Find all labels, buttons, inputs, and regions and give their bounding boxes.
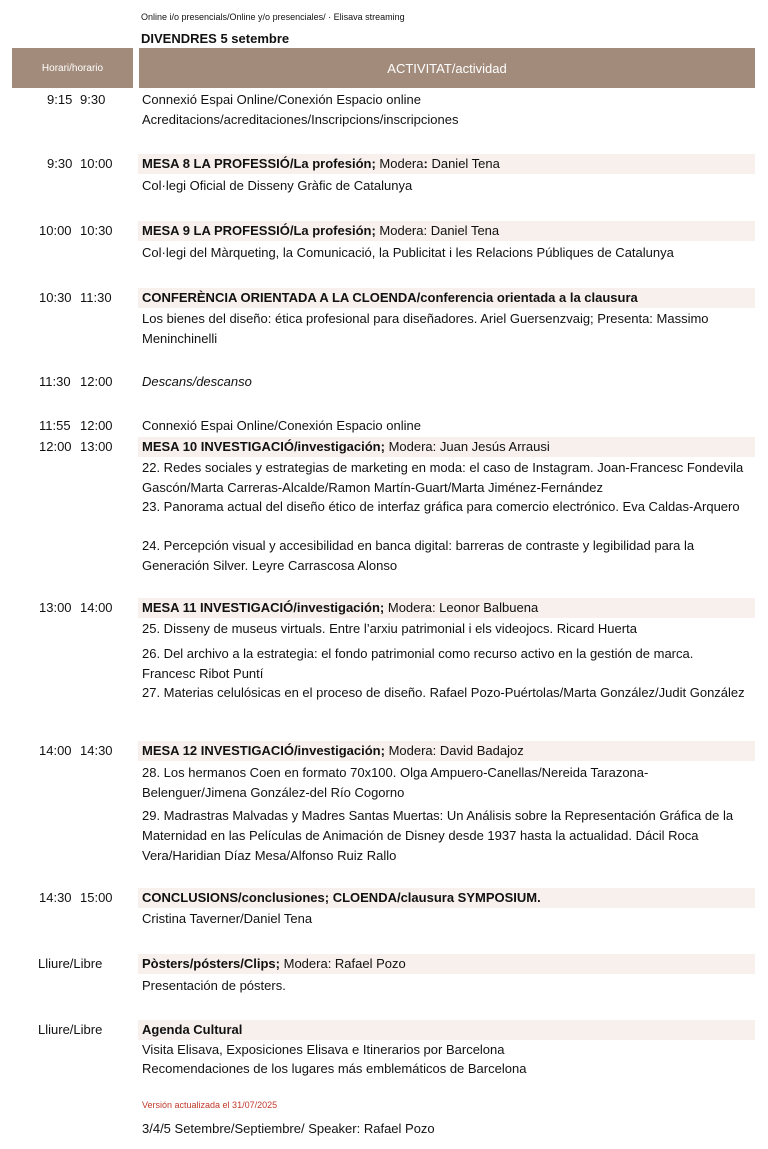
session-name: Agenda Cultural bbox=[142, 1022, 243, 1037]
row-time: Lliure/Libre bbox=[38, 956, 103, 971]
row-start-time: 14:30 bbox=[39, 890, 72, 905]
row-end-time: 12:00 bbox=[80, 418, 113, 433]
moderator: Modera: Leonor Balbuena bbox=[384, 600, 539, 615]
session-title bbox=[142, 221, 499, 241]
row-start-time: 13:00 bbox=[39, 600, 72, 615]
paper-item: 28. Los hermanos Coen en formato 70x100. Olga Ampuero-Canellas/Nereida Tarazona-Belenguer/Jimena González-del Río Cogorno bbox=[142, 765, 649, 800]
row-text: Connexió Espai Online/Conexión Espacio online bbox=[142, 418, 421, 433]
row-time: Lliure/Libre bbox=[38, 1022, 103, 1037]
row-text: Col·legi Oficial de Disseny Gràfic de Catalunya bbox=[142, 178, 413, 193]
row-end-time: 12:00 bbox=[80, 374, 113, 389]
row-end-time: 10:30 bbox=[80, 223, 113, 238]
session-name: MESA 11 INVESTIGACIÓ/investigación; bbox=[142, 600, 385, 615]
paper-item: 24. Percepción visual y accesibilidad en banca digital: barreras de contraste y legibilidad para la Generación Silver. Leyre Carrascosa Alonso bbox=[142, 538, 695, 573]
speaker-line: 3/4/5 Setembre/Septiembre/ Speaker: Rafael Pozo bbox=[142, 1121, 435, 1136]
row-start-time: 10:30 bbox=[39, 290, 72, 305]
moderator: Modera: Daniel Tena bbox=[375, 223, 500, 238]
session-name: Pòsters/pósters/Clips; bbox=[142, 956, 280, 971]
session-name: CONFERÈNCIA ORIENTADA A LA CLOENDA/conferencia orientada a la clausura bbox=[142, 290, 638, 305]
paper-item: 29. Madrastras Malvadas y Madres Santas Muertas: Un Análisis sobre la Representación Gráfica de la Maternidad en las Películas de Animación de Disney desde 1937 hasta la actualidad. Dácil Roca Vera/Haridian Díaz Mesa/Alfonso Ruiz Rallo bbox=[142, 808, 734, 863]
row-start-time: 9:15 bbox=[47, 92, 73, 107]
session-title bbox=[142, 437, 550, 457]
session-title bbox=[142, 598, 538, 618]
column-header-time: Horari/horario bbox=[12, 48, 133, 88]
row-end-time: 10:00 bbox=[80, 156, 113, 171]
column-header-activity: ACTIVITAT/actividad bbox=[139, 48, 755, 88]
subtitle: Online i/o presencials/Online y/o presenciales/ · Elisava streaming bbox=[141, 12, 405, 22]
session-title bbox=[142, 1020, 242, 1040]
row-start-time: 12:00 bbox=[39, 439, 72, 454]
day-title: DIVENDRES 5 setembre bbox=[141, 31, 290, 46]
row-text: Visita Elisava, Exposiciones Elisava e Itinerarios por Barcelona bbox=[142, 1042, 505, 1057]
moderator: Modera: Rafael Pozo bbox=[280, 956, 406, 971]
paper-item: 22. Redes sociales y estrategias de marketing en moda: el caso de Instagram. Joan-Francesc Fondevila Gascón/Marta Carreras-Alcalde/Ramon Martín-Guart/Marta Jiménez-Fernández bbox=[142, 460, 744, 495]
row-text: Cristina Taverner/Daniel Tena bbox=[142, 911, 313, 926]
session-name: MESA 12 INVESTIGACIÓ/investigación; bbox=[142, 743, 385, 758]
row-start-time: 11:30 bbox=[39, 374, 71, 389]
row-start-time: 9:30 bbox=[47, 156, 73, 171]
row-end-time: 13:00 bbox=[80, 439, 113, 454]
paper-item: 23. Panorama actual del diseño ético de interfaz gráfica para comercio electrónico. Eva Caldas-Arquero bbox=[142, 499, 740, 514]
row-start-time: 11:55 bbox=[39, 418, 71, 433]
moderator-name: Daniel Tena bbox=[427, 156, 500, 171]
session-title bbox=[142, 288, 638, 308]
paper-item: 27. Materias celulósicas en el proceso de diseño. Rafael Pozo-Puértolas/Marta González/Judit González bbox=[142, 685, 745, 700]
row-end-time: 14:30 bbox=[80, 743, 113, 758]
row-end-time: 14:00 bbox=[80, 600, 113, 615]
session-name: CONCLUSIONS/conclusiones; CLOENDA/clausura SYMPOSIUM. bbox=[142, 890, 541, 905]
row-start-time: 14:00 bbox=[39, 743, 72, 758]
row-end-time: 11:30 bbox=[80, 290, 112, 305]
break-label: Descans/descanso bbox=[142, 374, 252, 389]
moderator: Modera: David Badajoz bbox=[384, 743, 524, 758]
row-text: Acreditacions/acreditaciones/Inscripcions/inscripciones bbox=[142, 112, 459, 127]
session-name: MESA 9 LA PROFESSIÓ/La profesión; bbox=[142, 223, 376, 238]
row-end-time: 15:00 bbox=[80, 890, 113, 905]
moderator-label: Modera bbox=[375, 156, 424, 171]
moderator-colon: : bbox=[423, 156, 428, 171]
row-end-time: 9:30 bbox=[80, 92, 106, 107]
row-text: Recomendaciones de los lugares más emblemáticos de Barcelona bbox=[142, 1061, 527, 1076]
row-text: Col·legi del Màrqueting, la Comunicació, la Publicitat i les Relacions Públiques de Catalunya bbox=[142, 245, 674, 260]
paper-item: 26. Del archivo a la estrategia: el fondo patrimonial como recurso activo en la gestión de marca. Francesc Ribot Puntí bbox=[142, 646, 694, 681]
session-name: MESA 10 INVESTIGACIÓ/investigación; bbox=[142, 439, 385, 454]
session-title bbox=[142, 154, 500, 174]
row-text bbox=[142, 372, 750, 392]
session-name: MESA 8 LA PROFESSIÓ/La profesión; bbox=[142, 156, 376, 171]
session-title bbox=[142, 888, 541, 908]
row-text: Presentación de pósters. bbox=[142, 978, 286, 993]
moderator: Modera: Juan Jesús Arrausi bbox=[384, 439, 550, 454]
session-title bbox=[142, 741, 524, 761]
row-start-time: 10:00 bbox=[39, 223, 72, 238]
row-text: Los bienes del diseño: ética profesional para diseñadores. Ariel Guersenzvaig; Presenta: Massimo Meninchinelli bbox=[142, 311, 709, 346]
paper-item: 25. Disseny de museus virtuals. Entre l’arxiu patrimonial i els videojocs. Ricard Huerta bbox=[142, 621, 637, 636]
row-text: Connexió Espai Online/Conexión Espacio online bbox=[142, 92, 421, 107]
session-title bbox=[142, 954, 406, 974]
version-note: Versión actualizada el 31/07/2025 bbox=[142, 1100, 278, 1110]
